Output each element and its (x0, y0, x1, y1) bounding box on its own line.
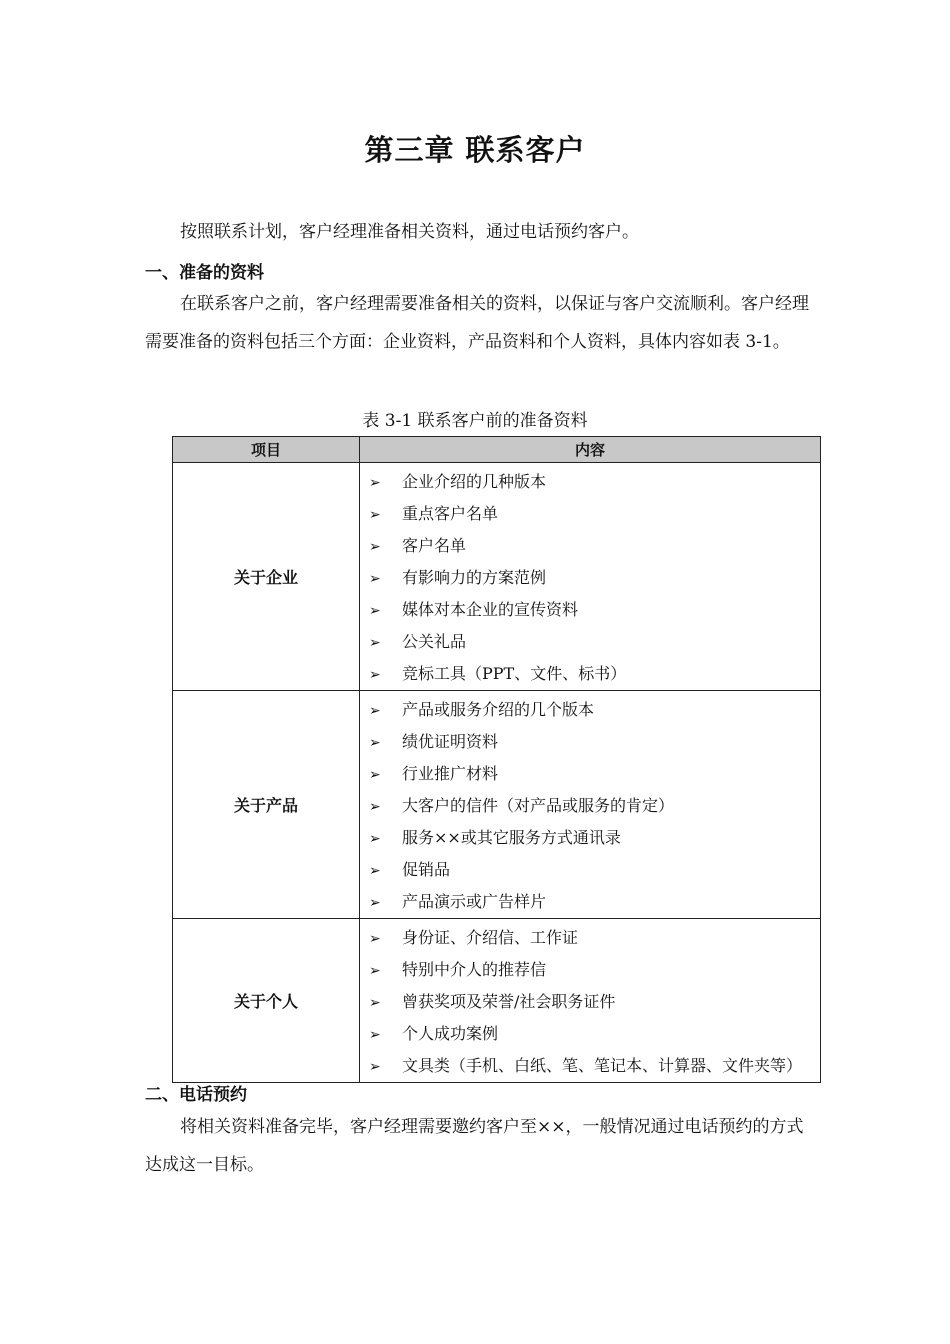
arrow-bullet-icon: ➢ (369, 799, 381, 815)
list-item (360, 626, 820, 658)
list-item-text: 文具类（手机、白纸、笔、笔记本、计算器、文件夹等） (402, 1056, 803, 1075)
arrow-bullet-icon: ➢ (369, 635, 381, 651)
list-item (360, 886, 820, 918)
row-content (360, 463, 821, 691)
list-item-text: 行业推广材料 (402, 764, 499, 783)
list-item-text: 服务××或其它服务方式通讯录 (402, 828, 621, 847)
list-item-text: 特别中介人的推荐信 (402, 960, 547, 979)
arrow-bullet-icon: ➢ (369, 831, 381, 847)
content-list (360, 463, 820, 690)
list-item-text: 有影响力的方案范例 (402, 568, 547, 587)
list-item (360, 758, 820, 790)
list-item-text: 产品演示或广告样片 (402, 892, 547, 911)
list-item-text: 产品或服务介绍的几个版本 (402, 700, 595, 719)
list-item-text: 竞标工具（PPT、文件、标书） (402, 664, 627, 683)
list-item (360, 986, 820, 1018)
list-item (360, 658, 820, 690)
list-item (360, 594, 820, 626)
list-item-text: 客户名单 (402, 536, 467, 555)
arrow-bullet-icon: ➢ (369, 963, 381, 979)
list-item (360, 466, 820, 498)
list-item (360, 1050, 820, 1082)
row-content (360, 691, 821, 919)
section-2-heading: 二、电话预约 (145, 1085, 247, 1105)
arrow-bullet-icon: ➢ (369, 995, 381, 1011)
table-row (173, 691, 821, 919)
arrow-bullet-icon: ➢ (369, 475, 381, 491)
section-1-paragraph: 在联系客户之前，客户经理需要准备相关的资料，以保证与客户交流顺利。客户经理需要准备的资料包括三个方面：企业资料，产品资料和个人资料，具体内容如表 3-1。 (145, 294, 809, 352)
arrow-bullet-icon: ➢ (369, 863, 381, 879)
list-item-text: 公关礼品 (402, 632, 467, 651)
header-content: 内容 (360, 437, 821, 463)
arrow-bullet-icon: ➢ (369, 735, 381, 751)
row-category: 关于个人 (173, 919, 360, 1083)
list-item-text: 媒体对本企业的宣传资料 (402, 600, 579, 619)
list-item-text: 大客户的信件（对产品或服务的肯定） (402, 796, 675, 815)
content-list (360, 691, 820, 918)
row-content (360, 919, 821, 1083)
list-item-text: 绩优证明资料 (402, 732, 499, 751)
section-2-paragraph: 将相关资料准备完毕，客户经理需要邀约客户至××，一般情况通过电话预约的方式达成这一目标。 (145, 1117, 804, 1175)
list-item (360, 1018, 820, 1050)
header-item: 项目 (173, 437, 360, 463)
arrow-bullet-icon: ➢ (369, 571, 381, 587)
list-item (360, 822, 820, 854)
list-item-text: 促销品 (402, 860, 451, 879)
arrow-bullet-icon: ➢ (369, 895, 381, 911)
list-item (360, 954, 820, 986)
list-item-text: 个人成功案例 (402, 1024, 499, 1043)
section-1-heading: 一、准备的资料 (145, 263, 264, 283)
table-row (173, 919, 821, 1083)
arrow-bullet-icon: ➢ (369, 539, 381, 555)
table-row (173, 463, 821, 691)
list-item-text: 身份证、介绍信、工作证 (402, 928, 579, 947)
list-item (360, 854, 820, 886)
content-list (360, 919, 820, 1082)
arrow-bullet-icon: ➢ (369, 767, 381, 783)
preparation-table (172, 436, 821, 1083)
arrow-bullet-icon: ➢ (369, 931, 381, 947)
row-category: 关于企业 (173, 463, 360, 691)
list-item (360, 694, 820, 726)
list-item-text: 企业介绍的几种版本 (402, 472, 547, 491)
arrow-bullet-icon: ➢ (369, 507, 381, 523)
table-caption: 表 3-1 联系客户前的准备资料 (362, 411, 588, 431)
list-item (360, 790, 820, 822)
intro-paragraph: 按照联系计划，客户经理准备相关资料，通过电话预约客户。 (180, 222, 639, 242)
row-category: 关于产品 (173, 691, 360, 919)
arrow-bullet-icon: ➢ (369, 667, 381, 683)
arrow-bullet-icon: ➢ (369, 703, 381, 719)
arrow-bullet-icon: ➢ (369, 603, 381, 619)
list-item-text: 重点客户名单 (402, 504, 499, 523)
list-item (360, 530, 820, 562)
arrow-bullet-icon: ➢ (369, 1027, 381, 1043)
table-header-row (173, 437, 821, 463)
list-item (360, 562, 820, 594)
list-item (360, 922, 820, 954)
page-title: 第三章 联系客户 (364, 133, 586, 167)
list-item (360, 498, 820, 530)
list-item (360, 726, 820, 758)
list-item-text: 曾获奖项及荣誉/社会职务证件 (402, 992, 616, 1011)
arrow-bullet-icon: ➢ (369, 1059, 381, 1075)
